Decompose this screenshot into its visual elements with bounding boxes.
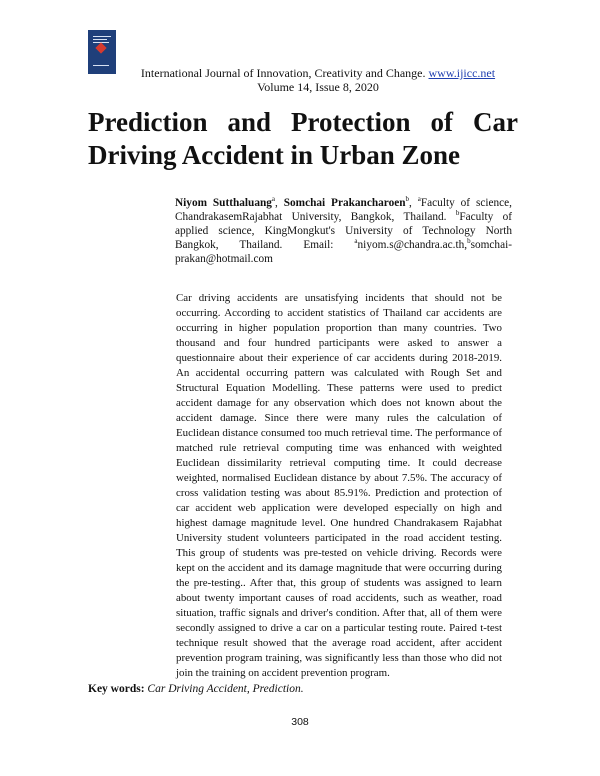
keywords-label: Key words: (88, 683, 145, 695)
author-1: Niyom Sutthaluang (175, 197, 272, 209)
affiliation-a-sup: a (417, 195, 421, 204)
author-1-sup: a (271, 195, 276, 204)
author-2-sup: b (405, 195, 410, 204)
affiliation-a: Faculty of science, ChandrakasemRajabhat University, Bangkok, Thailand. (175, 197, 513, 223)
affiliation-b-sup: b (455, 209, 460, 218)
email-b[interactable]: somchai-prakan@hotmail.com (175, 239, 512, 265)
keywords-value: Car Driving Accident, Prediction. (147, 683, 304, 695)
journal-header (128, 66, 508, 94)
keywords (88, 682, 508, 696)
email-a-sup: a (354, 237, 358, 246)
author-2: Somchai Prakancharoen (283, 197, 406, 209)
page-number: 308 (291, 716, 309, 728)
affiliation-b: Faculty of applied science, KingMongkut's University of Technology North Bangkok, Thailand. Email: (175, 211, 513, 251)
journal-logo (88, 30, 116, 74)
journal-link[interactable]: www.ijicc.net (428, 66, 496, 80)
author-block: Niyom Sutthaluang$^a$, Somchai Prakancharoen$^b$, $^a$Faculty of science, ChandrakasemRajabhat University, Bangkok, Thailand. $^b$Faculty of applied science, KingMongkut's University of Technology North Bangkok, Thailand. Email: $^a$niyom.s@chandra.ac.th,$^b$somchai-prakan@hotmail.com (175, 195, 513, 265)
paper-title: Prediction and Protection of Car Driving Accident in Urban Zone (88, 107, 518, 170)
journal-volume: Volume 14, Issue 8, 2020 (257, 80, 379, 94)
journal-name: International Journal of Innovation, Creativity and Change. (140, 66, 426, 80)
email-b-sup: b (467, 237, 471, 246)
email-a[interactable]: niyom.s@chandra.ac.th, (357, 239, 468, 251)
abstract: Car driving accidents are unsatisfying incidents that should not be occurring. According to accident statistics of Thailand car accidents are occurring in higher population proportion than many countries. Two thousand and four hundred participants were asked to answer a questionnaire about their experience of car accidents during 2018-2019. An accidental occurring pattern was calculated with Rough Set and Structural Equation Modelling. These patterns were used to predict accident damage for any observation which does not known about the accident damage. Since there were many rules the calculation of Euclidean distance consumed too much retrieval time. The performance of matched rule retrieval computing time was enhanced with weighted Euclidean dissimilarity retrieval computing time. It could decrease weighted, normalised Euclidean distance by about 7.5%. The accuracy of cross validation testing was about 85.91%. Prediction and protection of car accident web application were developed especially on high and highest damage magnitude level. One hundred Chandrakasem Rajabhat University student volunteers participated in the road accident testing. This group of students was pre-tested on vehicle driving. Records were kept on the accident and its damage magnitude that were occurring during the pre-testing.. After that, this group of students was assigned to learn about twenty important causes of road accidents, such as weather, road situation, traffic signals and driver's condition. After that, all of them were secondly assigned to drive a car on a particular testing route. Paired t-test technique result showed that the average road accident, after accident prevention program training, was significantly less than those who did not join the training on accident prevention program. (176, 292, 502, 680)
